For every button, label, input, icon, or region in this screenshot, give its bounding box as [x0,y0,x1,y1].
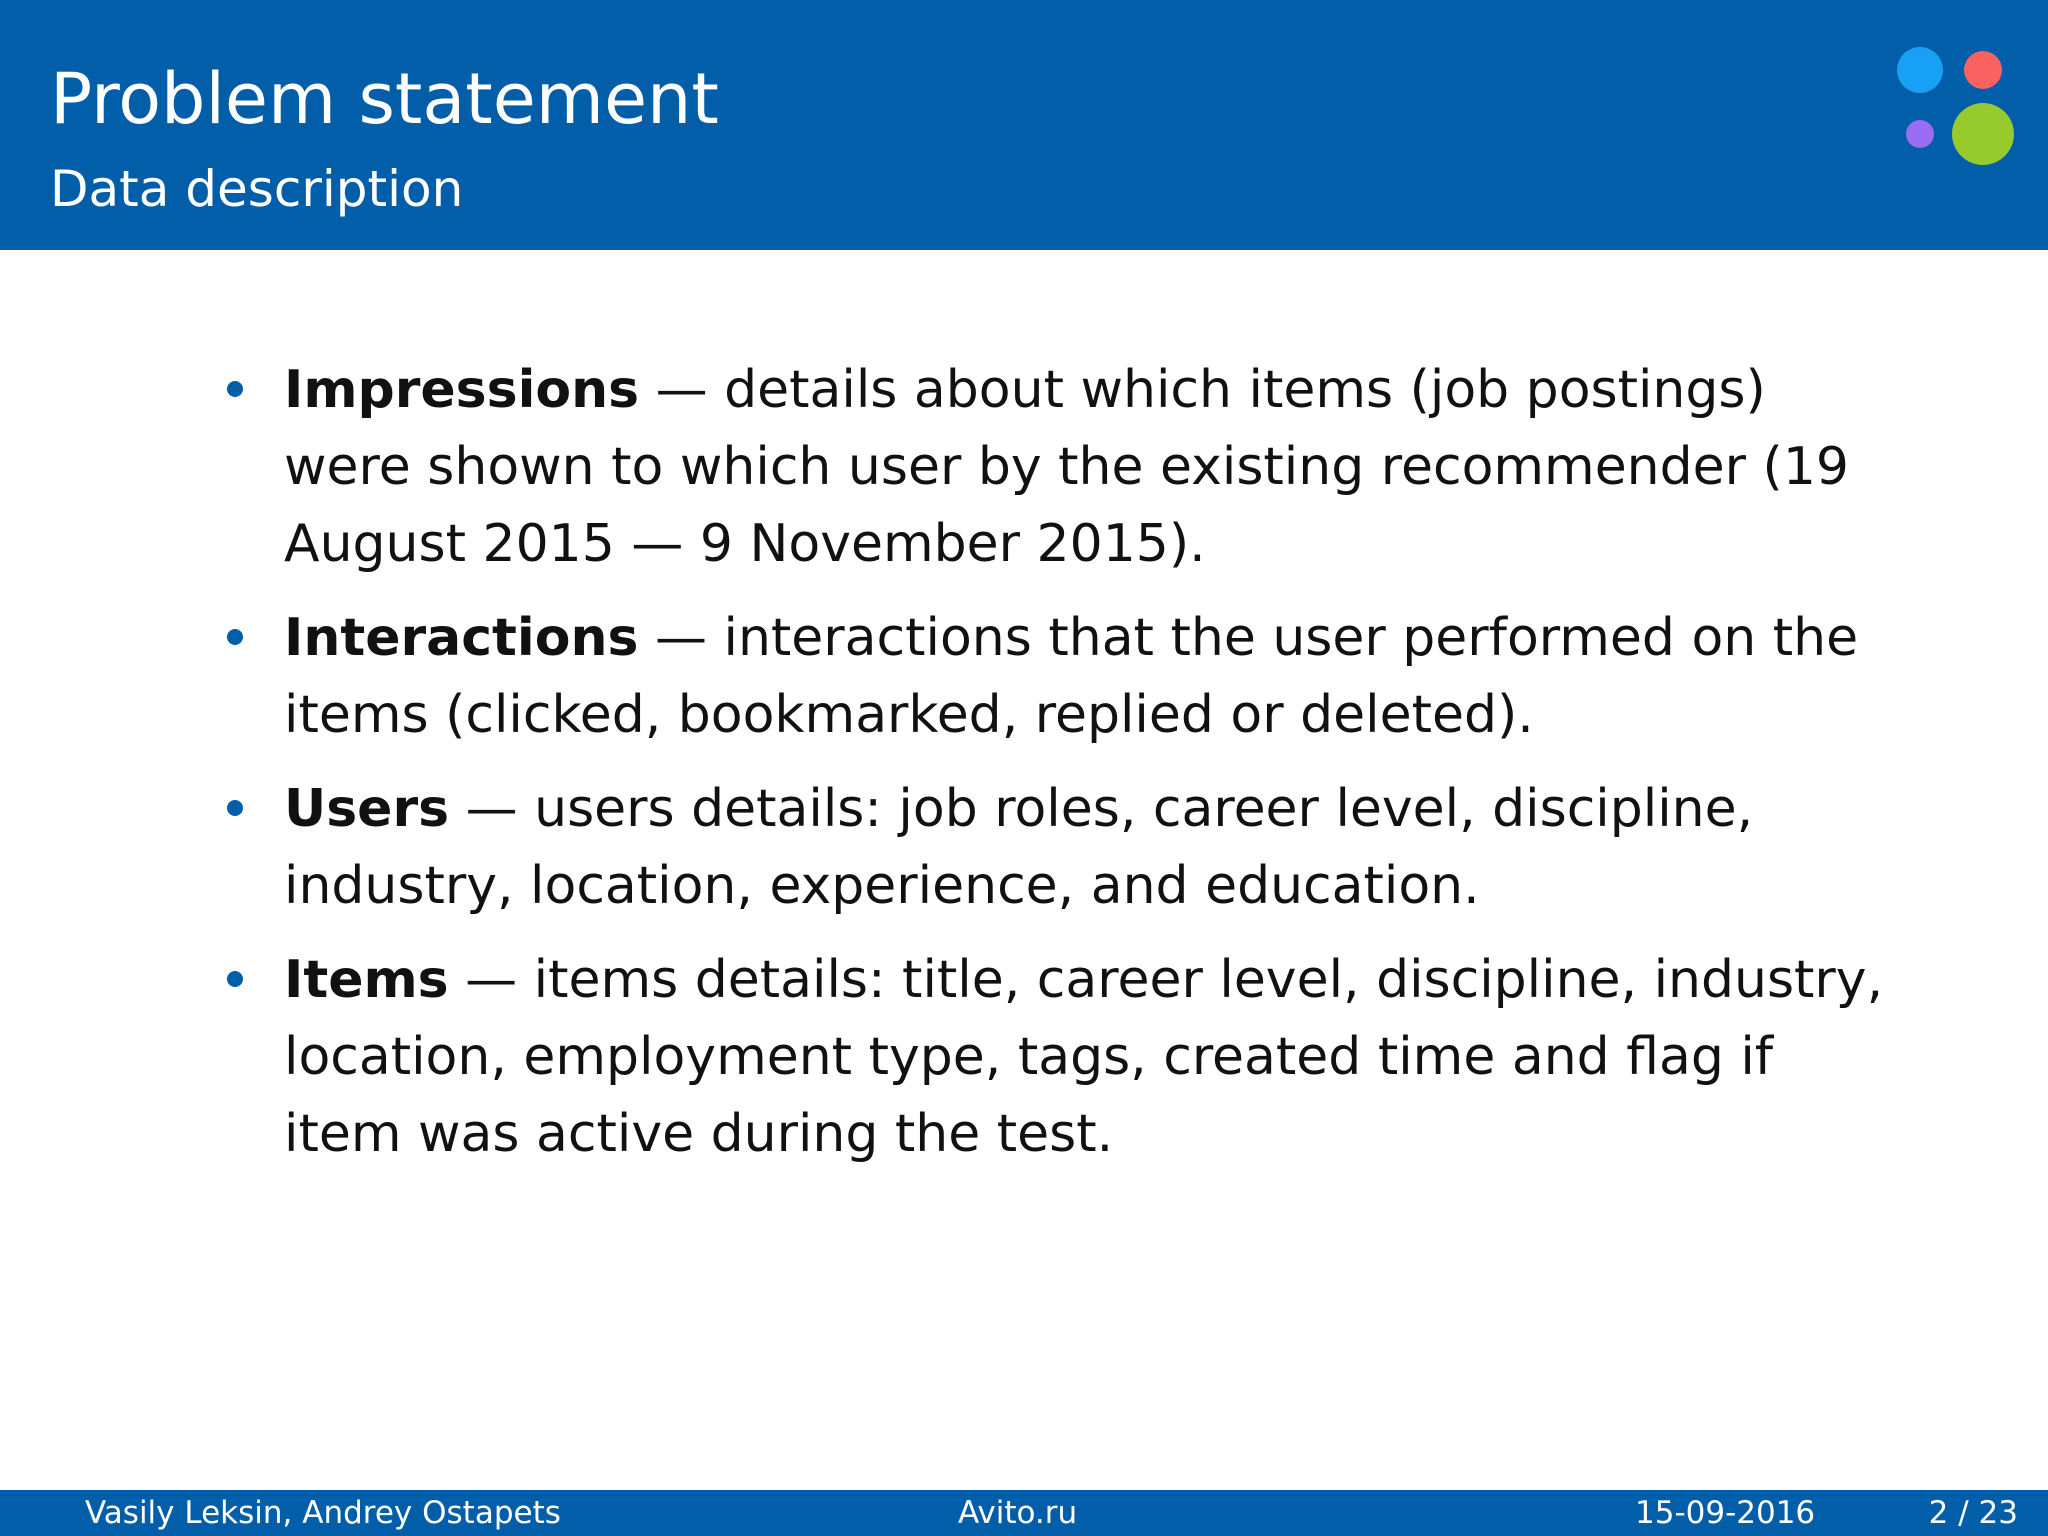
bullet-text: — details about which items (job postings) were shown to which user by the existing recommender (19 August 2015 — 9 November 2015). [284,360,1850,574]
slide-title: Problem statement [50,58,719,140]
footer-date: 15-09-2016 [1635,1495,1816,1531]
bullet-item-items [222,942,1902,1173]
bullet-dot-icon [227,971,243,987]
bullet-item-impressions [222,352,1902,583]
logo-dot-blue [1897,47,1943,93]
slide-footer [0,1490,2048,1536]
slide-subtitle: Data description [50,160,464,218]
bullet-dot-icon [227,800,243,816]
footer-institute: Avito.ru [958,1495,1078,1531]
footer-page-number: 2 / 23 [1928,1495,2018,1531]
bullet-text: — users details: job roles, career level, discipline, industry, location, experience, and education. [284,779,1754,916]
slide-header [0,0,2048,250]
footer-authors: Vasily Leksin, Andrey Ostapets [85,1495,561,1531]
bullet-term: Impressions [284,360,640,420]
bullet-item-interactions [222,600,1902,754]
logo-dot-red [1964,51,2002,89]
bullet-list [222,352,1902,1190]
logo-dot-green [1952,103,2014,165]
bullet-text: — interactions that the user performed on the items (clicked, bookmarked, replied or deleted). [284,608,1859,745]
bullet-text: — items details: title, career level, discipline, industry, location, employment type, tags, created time and flag if item was active during the test. [284,950,1884,1164]
bullet-term: Users [284,779,450,839]
bullet-dot-icon [227,629,243,645]
bullet-dot-icon [227,381,243,397]
bullet-term: Interactions [284,608,639,668]
avito-logo-icon [1890,46,2020,176]
bullet-item-users [222,771,1902,925]
bullet-term: Items [284,950,449,1010]
logo-dot-purple [1906,120,1934,148]
